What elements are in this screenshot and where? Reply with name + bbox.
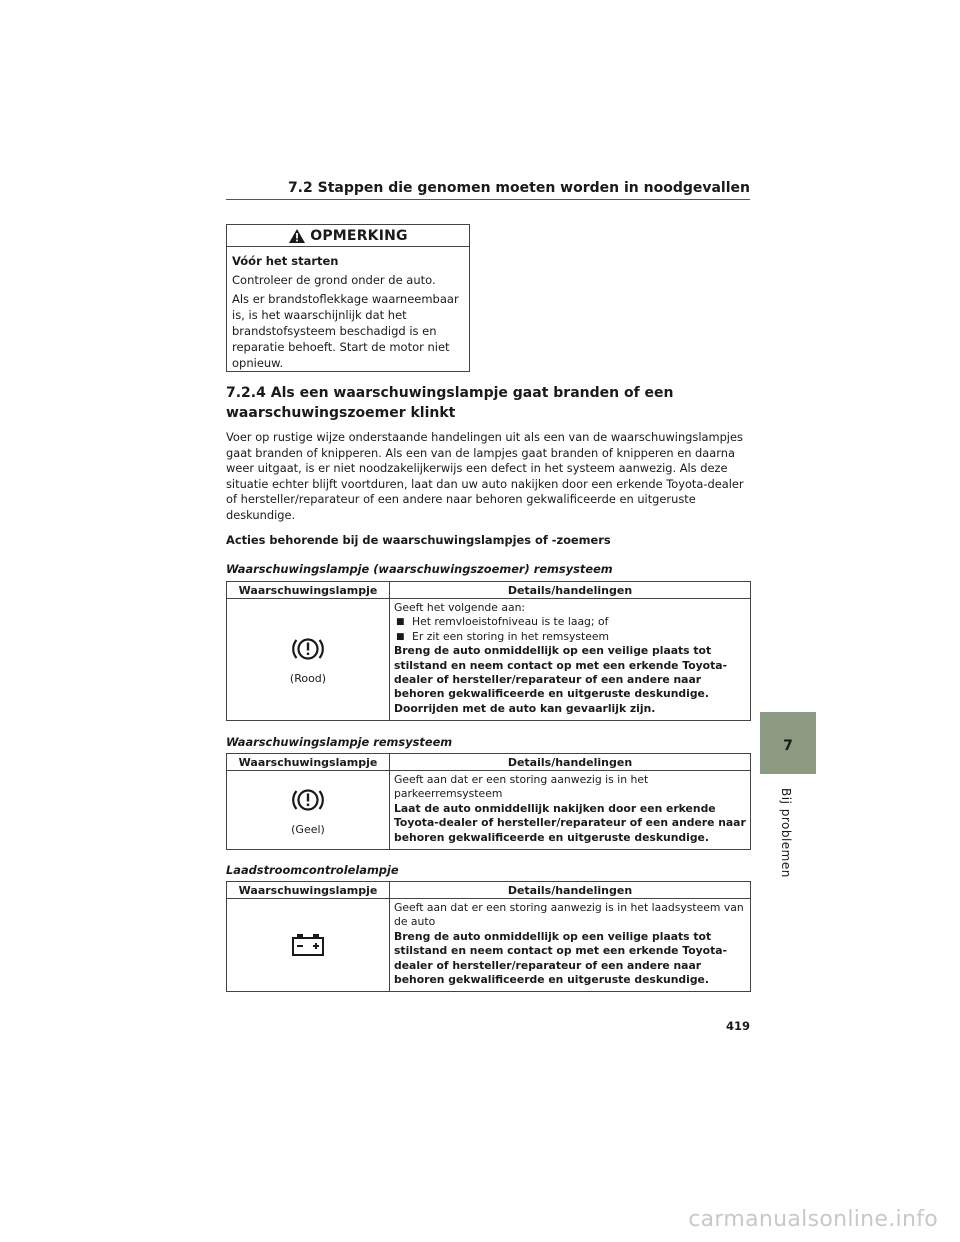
list-item	[394, 615, 746, 629]
table-row	[227, 599, 750, 720]
column-header-details: Details/handelingen	[507, 755, 633, 769]
table-header	[227, 582, 750, 599]
details-action: Breng de auto onmiddellijk op een veilige plaats tot stilstand en neem contact op met een erkende Toyota-dealer of hersteller/reparateur of een andere naar behoren gekwalificeerde en uitgeruste deskundige.	[394, 929, 727, 987]
table-header	[227, 882, 750, 899]
details-action: Breng de auto onmiddellijk op een veilige plaats tot stilstand en neem contact op met een erkende Toyota-dealer of hersteller/reparateur of een andere naar behoren gekwalificeerde en uitgeruste deskundige. Doorrijden met de auto kan gevaarlijk zijn.	[394, 644, 727, 715]
notice-body	[227, 247, 469, 371]
section-intro: Voer op rustige wijze onderstaande handelingen uit als een van de waarschuwingslampjes gaat branden of knipperen. Als een van de lampjes gaat branden of knipperen en daarna weer uitgaat, is er niet noodzakelijkerwijs een defect in het systeem aanwezig. Als deze situatie echter blijft voortduren, laat dan uw auto nakijken door een erkende Toyota-dealer of hersteller/reparateur of een andere naar behoren gekwalificeerde en uitgeruste deskundige.	[226, 430, 744, 522]
list-item	[394, 630, 746, 644]
details-intro: Geeft aan dat er een storing aanwezig is in het laadsysteem van de auto	[394, 901, 744, 929]
bullet-square-icon: ■	[396, 631, 405, 642]
notice-box	[226, 224, 470, 372]
lamp-cell	[227, 899, 390, 991]
list-item-text: Er zit een storing in het remsysteem	[412, 629, 610, 643]
chapter-label: Bij problemen	[779, 788, 793, 878]
actions-heading: Acties behorende bij de waarschuwingslampjes of -zoemers	[226, 533, 611, 547]
lamp-cell	[227, 599, 390, 720]
notice-paragraph: Controleer de grond onder de auto.	[232, 273, 436, 287]
column-header-lamp: Waarschuwingslampje	[227, 582, 390, 598]
lamp-color-label: (Geel)	[291, 822, 325, 836]
details-intro: Geeft aan dat er een storing aanwezig is in het parkeerremsysteem	[394, 773, 649, 801]
page-header-title: 7.2 Stappen die genomen moeten worden in noodgevallen	[287, 180, 750, 196]
warning-table-charging-system	[226, 881, 751, 992]
section-title: 7.2.4 Als een waarschuwingslampje gaat branden of een waarschuwingszoemer klinkt	[226, 385, 674, 421]
warning-table-parking-brake	[226, 753, 751, 850]
brake-warning-icon	[291, 785, 325, 815]
bullet-square-icon: ■	[396, 617, 405, 628]
header-divider	[226, 199, 750, 200]
table-caption: Laadstroomcontrolelampje	[226, 863, 399, 877]
details-action: Laat de auto onmiddellijk nakijken door een erkende Toyota-dealer of hersteller/reparateur of een andere naar behoren gekwalificeerde en uitgeruste deskundige.	[394, 801, 746, 844]
battery-icon	[289, 932, 327, 958]
notice-subheading: Vóór het starten	[232, 254, 339, 268]
watermark: carmanualsonline.info	[688, 1207, 938, 1232]
brake-warning-icon	[291, 634, 325, 664]
column-header-details: Details/handelingen	[507, 883, 633, 897]
table-caption: Waarschuwingslampje (waarschuwingszoemer) remsysteem	[226, 562, 613, 576]
table-caption: Waarschuwingslampje remsysteem	[226, 735, 453, 749]
lamp-cell	[227, 771, 390, 849]
table-row	[227, 771, 750, 849]
chapter-number: 7	[783, 738, 793, 754]
list-item-text: Het remvloeistofniveau is te laag; of	[412, 615, 609, 629]
lamp-color-label: (Rood)	[289, 672, 327, 686]
details-cell	[390, 599, 750, 720]
table-header	[227, 754, 750, 771]
column-header-lamp: Waarschuwingslampje	[227, 754, 390, 770]
warning-triangle-icon	[288, 228, 306, 244]
column-header-details: Details/handelingen	[507, 583, 633, 597]
notice-header	[227, 225, 469, 247]
details-intro: Geeft het volgende aan:	[394, 601, 526, 614]
notice-paragraph: Als er brandstoflekkage waarneembaar is, is het waarschijnlijk dat het brandstofsysteem beschadigd is en reparatie behoeft. Start de motor niet opnieuw.	[232, 292, 459, 370]
column-header-lamp: Waarschuwingslampje	[227, 882, 390, 898]
notice-title: OPMERKING	[310, 227, 408, 244]
details-cell	[390, 771, 750, 849]
details-cell	[390, 899, 750, 991]
table-row	[227, 899, 750, 991]
warning-table-brake-system	[226, 581, 751, 721]
page-number: 419	[725, 1019, 750, 1033]
